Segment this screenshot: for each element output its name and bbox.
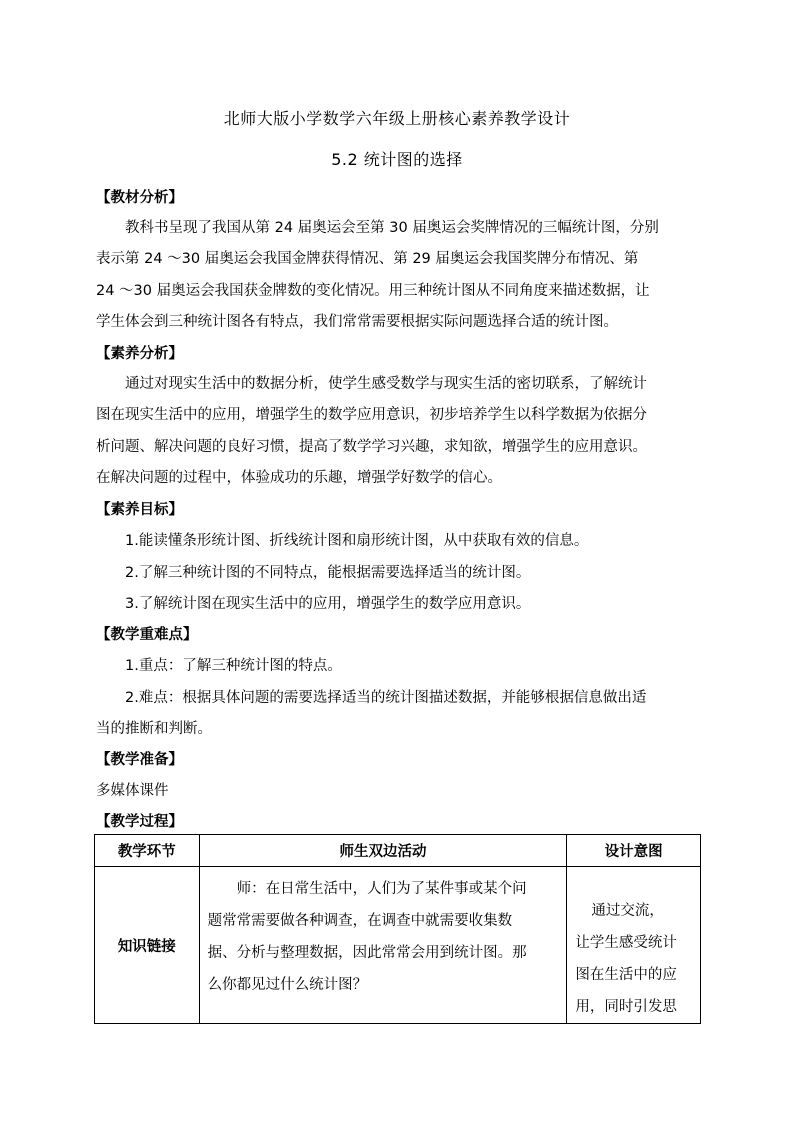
textbook-line-3: 24 ～30 届奥运会我国获金牌数的变化情况。用三种统计图从不同角度来描述数据，让 — [96, 283, 650, 299]
keypoint-item-1: 1.重点：了解三种统计图的特点。 — [125, 658, 342, 674]
textbook-line-4: 学生体会到三种统计图各有特点，我们常常需要根据实际问题选择合适的统计图。 — [96, 314, 618, 330]
step-cell — [95, 867, 200, 1024]
document-title: 北师大版小学数学六年级上册核心素养教学设计 — [223, 109, 571, 128]
intent-text-1: 通过交流， — [591, 903, 664, 919]
heading-textbook-analysis: 【教材分析】 — [96, 190, 183, 206]
heading-key-points: 【教学重难点】 — [96, 627, 198, 643]
activity-line-2: 题常常需要做各种调查，在调查中就需要收集数 — [207, 913, 513, 929]
activity-text-1: 师：在日常生活中，人们为了某件事或某个问 — [236, 881, 527, 897]
heading-literacy-goals: 【素养目标】 — [96, 502, 183, 518]
goal-item-3: 3.了解统计图在现实生活中的应用，增强学生的数学应用意识。 — [125, 596, 531, 612]
activity-line-4: 么你都见过什么统计图？ — [207, 977, 368, 993]
keypoint-item-2-line-2: 当的推断和判断。 — [96, 721, 212, 737]
table-row — [95, 867, 701, 1024]
activity-line-1 — [208, 873, 559, 905]
heading-literacy-analysis: 【素养分析】 — [96, 346, 183, 362]
goal-item-1: 1.能读懂条形统计图、折线统计图和扇形统计图，从中获取有效的信息。 — [125, 533, 589, 549]
heading-teaching-process: 【教学过程】 — [96, 814, 183, 830]
intent-line-4: 用，同时引发思 — [575, 999, 677, 1015]
teaching-process-table — [94, 834, 701, 1024]
intent-line-3: 图在生活中的应 — [575, 967, 677, 983]
activity-line-3: 据、分析与整理数据，因此常常会用到统计图。那 — [207, 945, 527, 961]
lesson-title: 5.2 统计图的选择 — [331, 150, 463, 169]
column-header-activity: 师生双边活动 — [199, 835, 567, 867]
table-header-row — [95, 835, 701, 867]
column-header-intent: 设计意图 — [567, 835, 701, 867]
literacy-line-4: 在解决问题的过程中，体验成功的乐趣，增强学好数学的信心。 — [96, 470, 502, 486]
goal-item-2: 2.了解三种统计图的不同特点，能根据需要选择适当的统计图。 — [125, 565, 531, 581]
literacy-line-3: 析问题、解决问题的良好习惯，提高了数学学习兴趣，求知欲，增强学生的应用意识。 — [96, 439, 647, 455]
textbook-line-2: 表示第 24 ～30 届奥运会我国金牌获得情况、第 29 届奥运会我国奖牌分布情况、第 — [96, 251, 639, 267]
literacy-line-2: 图在现实生活中的应用，增强学生的数学应用意识，初步培养学生以科学数据为依据分 — [96, 407, 647, 423]
intent-cell — [567, 867, 701, 1024]
prep-text: 多媒体课件 — [96, 783, 169, 799]
intent-line-2: 让学生感受统计 — [575, 935, 677, 951]
literacy-line-1: 通过对现实生活中的数据分析，使学生感受数学与现实生活的密切联系，了解统计 — [125, 376, 647, 392]
column-header-step: 教学环节 — [95, 835, 200, 867]
activity-cell — [199, 867, 567, 1024]
keypoint-item-2-line-1: 2.难点：根据具体问题的需要选择适当的统计图描述数据，并能够根据信息做出适 — [125, 690, 647, 706]
heading-teaching-prep: 【教学准备】 — [96, 752, 183, 768]
intent-line-1 — [575, 895, 694, 927]
step-label: 知识链接 — [117, 938, 176, 955]
textbook-line-1: 教科书呈现了我国从第 24 届奥运会至第 30 届奥运会奖牌情况的三幅统计图，分别 — [125, 220, 659, 236]
